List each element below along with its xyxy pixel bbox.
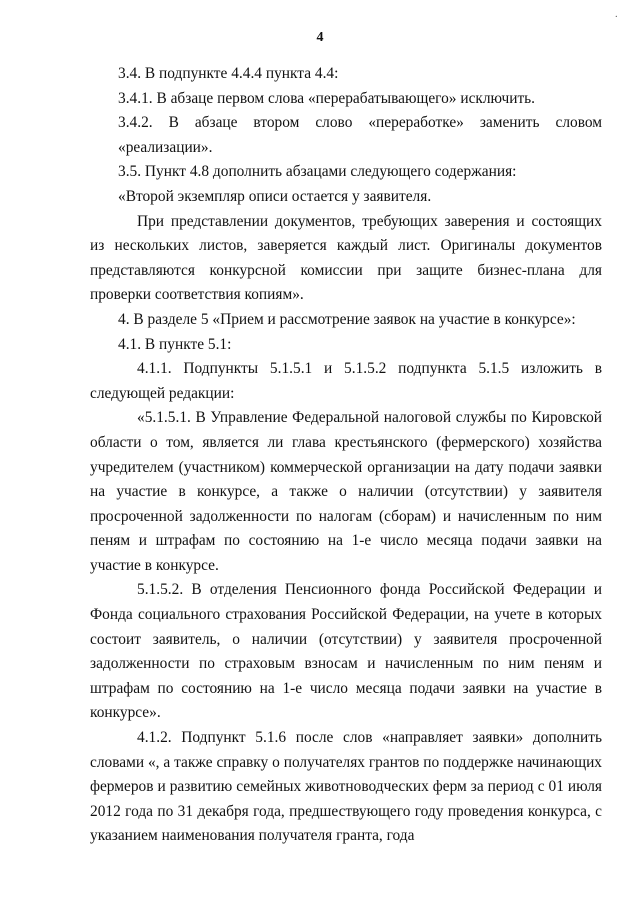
paragraph-4-1: 4.1. В пункте 5.1: [118,335,232,353]
paragraph-documents: При представлении документов, требующих заверения и состоящих из нескольких листов, заверяется каждый лист. Оригиналы документов представляются конкурсной комиссии при защите бизнес-плана для проверки соответствия копиям». [90,212,602,304]
paragraph-4-1-2: 4.1.2. Подпункт 5.1.6 после слов «направляет заявки» дополнить словами «, а также справку о получателях грантов по поддержке начинающих фермеров и развитию семейных животноводческих ферм за период с 01 июля 2012 года по 31 декабря года, предшествующего году проведения конкурса, с указанием наименования получателя гранта, года [90,729,602,845]
paragraph-4: 4. В разделе 5 «Прием и рассмотрение заявок на участие в конкурсе»: [118,310,576,328]
paragraph-quote-start: «Второй экземпляр описи остается у заявителя. [118,187,432,205]
paragraph-3-4-1: 3.4.1. В абзаце первом слова «перерабатывающего» исключить. [118,89,536,107]
paragraph-3-4-2: 3.4.2. В абзаце втором слово «переработке» заменить словом «реализации». [118,114,602,156]
page-number: 4 [316,30,324,45]
paragraph-5-1-5-1: «5.1.5.1. В Управление Федеральной налоговой службы по Кировской области о том, является ли глава крестьянского (фермерского) хозяйства учредителем (участником) коммерческой организации на дату подачи заявки на участие в конкурсе, а также о наличии (отсутствии) у заявителя просроченной задолженности по налогам (сборам) и начисленным по ним пеням и штрафам по состоянию на 1-е число месяца подачи заявки на участие в конкурсе. [90,409,602,574]
paragraph-4-1-1: 4.1.1. Подпункты 5.1.5.1 и 5.1.5.2 подпункта 5.1.5 изложить в следующей редакции: [90,360,602,402]
scan-mark: · [614,12,618,23]
paragraph-3-4: 3.4. В подпункте 4.4.4 пункта 4.4: [118,65,339,82]
paragraph-5-1-5-2: 5.1.5.2. В отделения Пенсионного фонда Российской Федерации и Фонда социального страхования Российской Федерации, на учете в которых состоит заявитель, о наличии (отсутствии) у заявителя просроченной задолженности по страховым взносам и начисленным по ним пеням и штрафам по состоянию на 1-е число месяца подачи заявки на участие в конкурсе». [90,581,602,722]
document-body [90,62,602,849]
paragraph-3-5: 3.5. Пункт 4.8 дополнить абзацами следующего содержания: [118,163,517,181]
